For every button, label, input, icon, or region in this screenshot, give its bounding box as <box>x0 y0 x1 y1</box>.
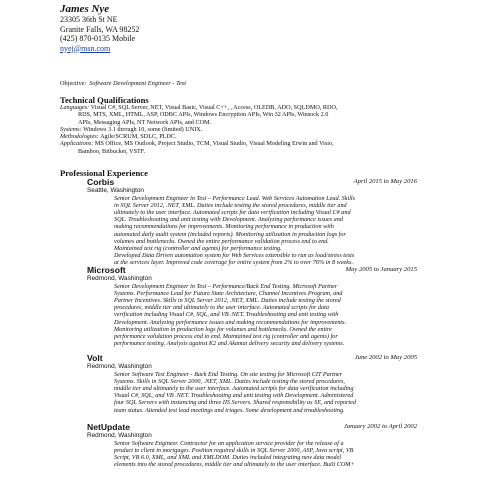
qualification-methodologies <box>60 133 440 140</box>
description-line: Maintained test rig (controller and agents) for performance testing. <box>114 244 282 252</box>
description-line: Script, VB 6.0, XML, and XML and XMLDOM. Duties included integrating new data model <box>114 453 342 461</box>
qualification-text: Windows 3.1 through 10, some (limited) UNIX. <box>83 125 203 133</box>
description-line: team status. Attended test lead meetings and triages. Some development and troubleshooting. <box>114 406 345 414</box>
job-description <box>114 440 417 469</box>
description-line: making recommendations for improvements. Monitoring performance in production with <box>114 223 334 231</box>
qualification-label: Languages: <box>60 104 90 111</box>
description-line: four SQL Servers with instancing and three IIS Servers. Shared responsibility as SE, and reported <box>114 399 356 407</box>
qualification-text: Bamboo, Bitbucket, VSTF. <box>78 147 146 155</box>
qualification-text: RDS, MTS, XML, HTML, ASP, ODBC APIs, Windows Encryption APIs, Win 32 APIs, Winsock 2.0 <box>78 111 329 119</box>
qualification-label: Methodologies: <box>60 133 99 141</box>
qualifications-list <box>60 104 440 155</box>
description-line: in SQL Server 2012, .NET, XML. Duties include testing the stored procedures, middle tier and <box>114 201 347 209</box>
company-name: NetUpdate <box>87 422 130 432</box>
objective-label: Objective: <box>60 80 87 87</box>
contact-block <box>60 15 139 53</box>
description-line: performance testing. Analysis against K2 and Akamai delivery security and delivery systems. <box>114 340 345 348</box>
qualification-text: Agile/SCRUM, SDLC, PLDC. <box>100 133 177 141</box>
description-line: Developed Data Driven automation system for Web Services extensible to run as load/stress tests <box>114 252 355 260</box>
job-entry-volt <box>87 353 417 414</box>
description-line: Senior Software Test Engineer - Back End Testing. On site testing for Microsoft CIT Partner <box>114 370 343 378</box>
description-line: Development. Analyzing performance issues and making recommendations for improvements. <box>114 318 347 326</box>
qualification-applications <box>60 140 440 155</box>
qualification-label: Systems: <box>60 125 82 133</box>
phone-number: (425) 870-0135 Mobile <box>60 34 136 43</box>
qualifications-heading: Technical Qualifications <box>60 95 149 105</box>
objective-value: Software Development Engineer - Test <box>89 80 187 87</box>
job-description <box>114 283 417 348</box>
employment-dates: April 2015 to May 2016 <box>353 178 417 185</box>
email-link[interactable]: nyej@msn.com <box>60 43 111 53</box>
objective-line <box>60 80 186 87</box>
qualification-text: Visual C#, SQL Server, NET, Visual Basic, Visual C++, , Access, OLEDB, ADO, SQLDMO, RDO, <box>90 104 338 111</box>
job-location: Seattle, Washington <box>87 187 144 194</box>
qualification-text: MS Office, MS Outlook, Project Studio, TCM, Visual Studio, Visual Modeling Erwin and Visio, <box>94 140 334 148</box>
job-description <box>114 195 417 267</box>
description-line: Senior Development Engineer in Test – Performance Lead. Web Services Automation Lead. Skills <box>114 194 356 202</box>
description-line: ultimately to the user interface. Automated scripts for data verification including Visual C# and <box>114 208 351 216</box>
job-location: Redmond, Washington <box>87 275 152 282</box>
candidate-name: James Nye <box>60 3 110 15</box>
job-location: Redmond, Washington <box>87 363 152 370</box>
address-line-1: 23305 36th St NE <box>60 15 118 24</box>
description-line: Visual C#, SQL, and VB .NET. Troubleshooting and unit testing with Development. Administered <box>114 392 354 400</box>
qualification-text: APIs, Messaging APIs, NT Network APIs, and COM. <box>78 118 212 126</box>
description-line: verification including Visual C#, SQL, and VB .NET. Troubleshooting and unit testing with <box>114 311 339 319</box>
description-line: elements into the stored procedures, middle tier and ultimately to the user interface. Built COM+ <box>114 461 355 469</box>
description-line: middle tier and ultimately to the user interface. Automated scripts for data verification including <box>114 384 354 392</box>
description-line: Systems. Skills in SQL Server 2000, .NET, XML. Duties include testing the stored procedures, <box>114 377 345 385</box>
job-entry-netupdate <box>87 422 417 468</box>
description-line: SQL. Troubleshooting and unit testing with Development. Analyzing performance issues and <box>114 216 343 224</box>
description-line: product to client in mortgages. Position required skills in SQL Server 2000, ASP, Java script, VB <box>114 446 354 454</box>
qualification-systems <box>60 126 440 133</box>
company-name: Corbis <box>87 177 115 187</box>
employment-dates: January 2002 to April 2002 <box>343 423 417 430</box>
employment-dates: June 2002 to May 2005 <box>354 354 417 361</box>
description-line: procedures, middle tier and ultimately to the user interface. Automated scripts for data <box>114 304 329 312</box>
address-line-2: Granite Falls, WA 98252 <box>60 24 140 34</box>
job-entry-corbis <box>87 177 417 267</box>
description-line: at the services layer. Improved code coverage for entire system from 2% to over 76% in 8 weeks. <box>114 259 354 267</box>
job-entry-microsoft <box>87 265 417 347</box>
company-name: Microsoft <box>87 265 126 275</box>
description-line: Systems. Performance Lead for Future State Architecture, Channel Incentives Program, and <box>114 289 343 297</box>
description-line: Senior Software Engineer. Contractor for an application service provider for the release of a <box>114 439 344 447</box>
description-line: Monitoring utilization in production logs for volumes and bottlenecks. Owned the entire <box>114 325 332 333</box>
employment-dates: May 2005 to January 2015 <box>345 266 417 273</box>
description-line: performance validation process end to end. Maintained test rig (controller and agents) for <box>114 332 338 340</box>
job-description <box>114 371 417 414</box>
experience-heading: Professional Experience <box>60 168 148 178</box>
job-location: Redmond, Washington <box>87 432 152 439</box>
description-line: Senior Development Engineer in Test – Performance/Back End Testing. Microsoft Partner <box>114 282 338 290</box>
company-name: Volt <box>87 353 103 363</box>
description-line: Partner Incentives. Skills in SQL Server 2012, .NET, XML. Duties include testing the stored <box>114 296 341 304</box>
qualification-languages <box>60 104 440 126</box>
description-line: automated daily audit system (included reports). Monitoring utilization in production logs for <box>114 230 346 238</box>
description-line: volumes and bottlenecks. Owned the entire performance validation process end to end. <box>114 237 329 245</box>
qualification-label: Applications: <box>60 140 94 148</box>
